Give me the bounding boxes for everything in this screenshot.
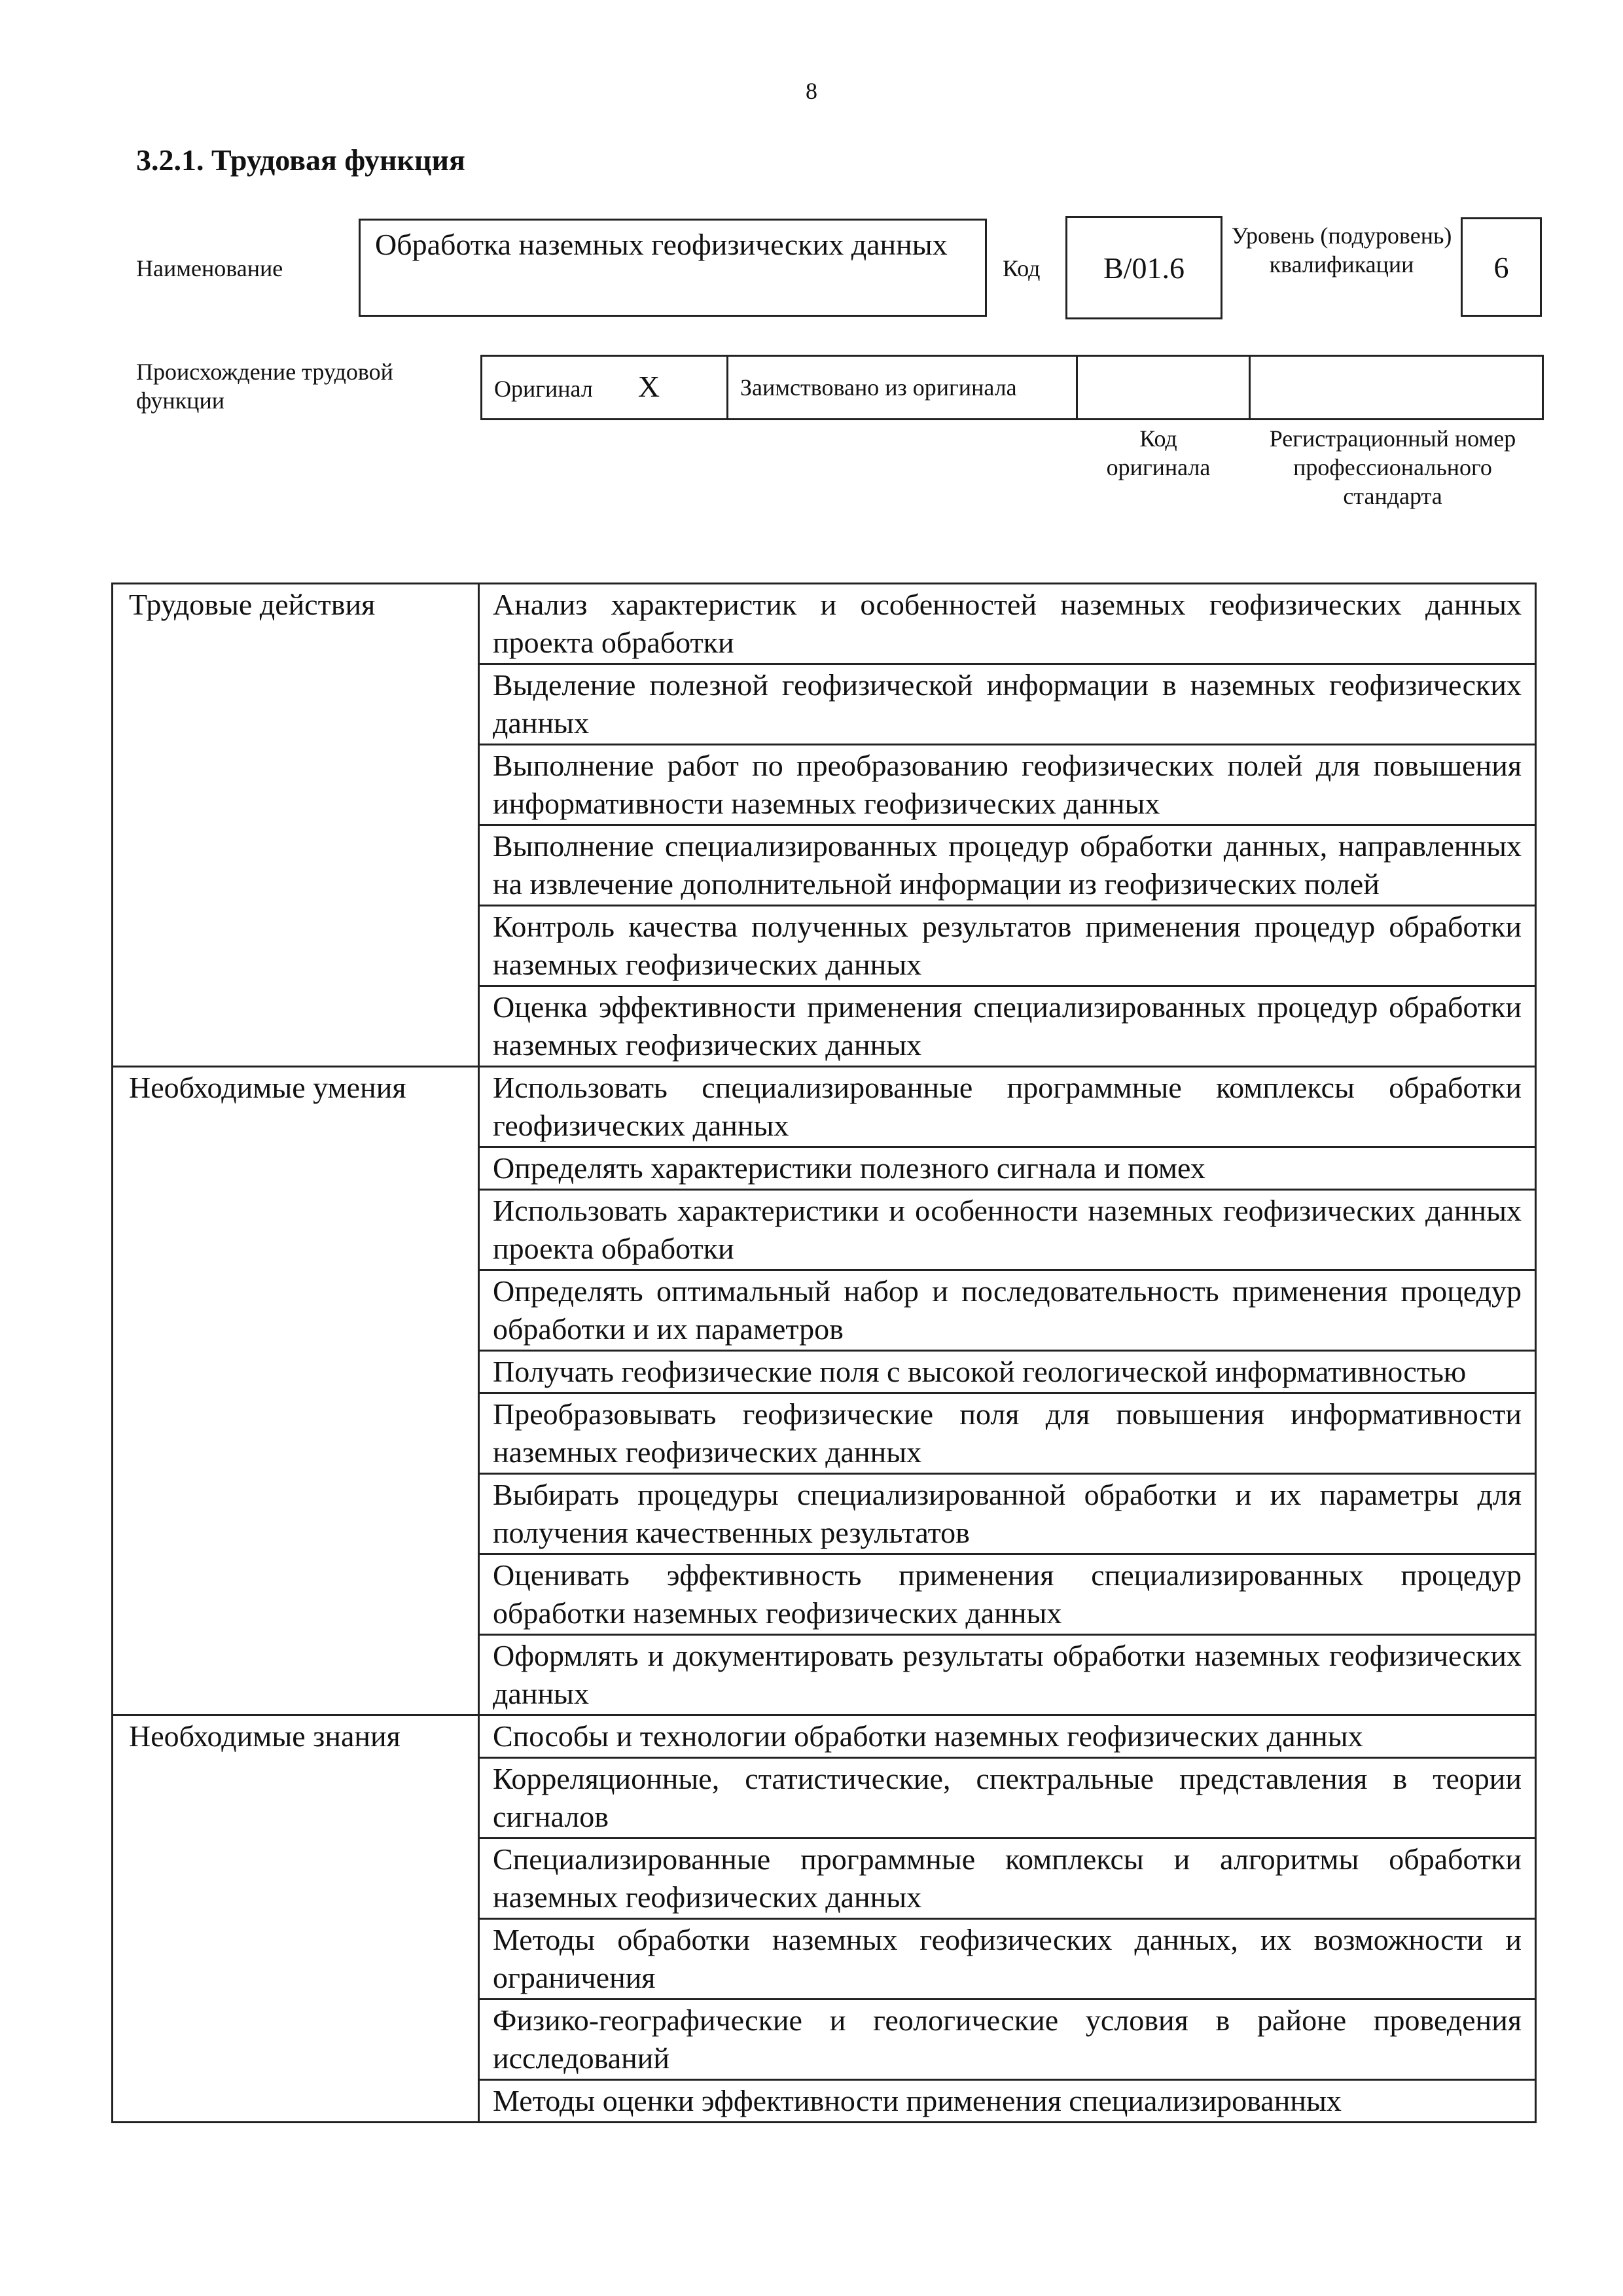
- origin-code-cell: [1077, 356, 1250, 420]
- function-name-value: Обработка наземных геофизических данных: [375, 228, 948, 261]
- code-label: Код: [1003, 255, 1041, 281]
- item-cell: Оценивать эффективность применения специализированных процедур обработки наземных геофизических данных: [479, 1554, 1536, 1635]
- item-cell: Оценка эффективности применения специализированных процедур обработки наземных геофизических данных: [479, 986, 1536, 1067]
- item-cell: Определять оптимальный набор и последовательность применения процедур обработки и их параметров: [479, 1270, 1536, 1351]
- item-cell: Методы оценки эффективности применения специализированных: [479, 2080, 1536, 2123]
- original-label: Оригинал: [494, 375, 593, 402]
- original-mark: X: [637, 369, 660, 403]
- item-cell: Контроль качества полученных результатов применения процедур обработки наземных геофизических данных: [479, 906, 1536, 986]
- item-cell: Выполнение работ по преобразованию геофизических полей для повышения информативности наземных геофизических данных: [479, 745, 1536, 825]
- item-cell: Преобразовывать геофизические поля для повышения информативности наземных геофизических данных: [479, 1393, 1536, 1474]
- level-label: Уровень (подуровень) квалификации: [1231, 223, 1452, 278]
- page-number: 8: [806, 78, 817, 104]
- function-name-box: [359, 219, 987, 317]
- item-cell: Получать геофизические поля с высокой геологической информативностью: [479, 1351, 1536, 1393]
- item-cell: Специализированные программные комплексы и алгоритмы обработки наземных геофизических данных: [479, 1839, 1536, 1919]
- table-row: [113, 1715, 1536, 1758]
- origin-table: [480, 355, 1544, 420]
- category-cell: Необходимые знания: [113, 1715, 479, 2123]
- item-cell: Выполнение специализированных процедур обработки данных, направленных на извлечение дополнительной информации из геофизических полей: [479, 825, 1536, 906]
- item-cell: Корреляционные, статистические, спектральные представления в теории сигналов: [479, 1758, 1536, 1839]
- item-cell: Оформлять и документировать результаты обработки наземных геофизических данных: [479, 1635, 1536, 1715]
- section-title: 3.2.1. Трудовая функция: [136, 143, 465, 177]
- category-cell: Необходимые умения: [113, 1067, 479, 1715]
- item-cell: Выделение полезной геофизической информации в наземных геофизических данных: [479, 664, 1536, 745]
- table-row: [113, 1067, 1536, 1147]
- reg-number-caption: Регистрационный номер профессионального стандарта: [1269, 425, 1516, 509]
- item-cell: Использовать характеристики и особенности наземных геофизических данных проекта обработки: [479, 1190, 1536, 1270]
- item-cell: Определять характеристики полезного сигнала и помех: [479, 1147, 1536, 1190]
- code-value: B/01.6: [1103, 251, 1185, 285]
- item-cell: Анализ характеристик и особенностей наземных геофизических данных проекта обработки: [479, 584, 1536, 664]
- borrowed-label: Заимствовано из оригинала: [740, 374, 1017, 401]
- item-cell: Способы и технологии обработки наземных геофизических данных: [479, 1715, 1536, 1758]
- level-box: [1461, 217, 1542, 317]
- function-details-table: [111, 583, 1537, 2123]
- origin-label: Происхождение трудовой функции: [136, 359, 393, 414]
- level-value: 6: [1493, 250, 1509, 284]
- category-cell: Трудовые действия: [113, 584, 479, 1067]
- origin-original-cell: [482, 356, 728, 420]
- table-row: [113, 584, 1536, 664]
- origin-reg-cell: [1250, 356, 1543, 420]
- item-cell: Физико-географические и геологические условия в районе проведения исследований: [479, 2000, 1536, 2080]
- origin-borrowed-cell: [728, 356, 1077, 420]
- item-cell: Выбирать процедуры специализированной обработки и их параметры для получения качественных результатов: [479, 1474, 1536, 1554]
- code-original-caption: Код оригинала: [1106, 425, 1211, 480]
- code-box: [1065, 216, 1222, 319]
- item-cell: Методы обработки наземных геофизических данных, их возможности и ограничения: [479, 1919, 1536, 2000]
- name-label: Наименование: [136, 255, 283, 281]
- item-cell: Использовать специализированные программные комплексы обработки геофизических данных: [479, 1067, 1536, 1147]
